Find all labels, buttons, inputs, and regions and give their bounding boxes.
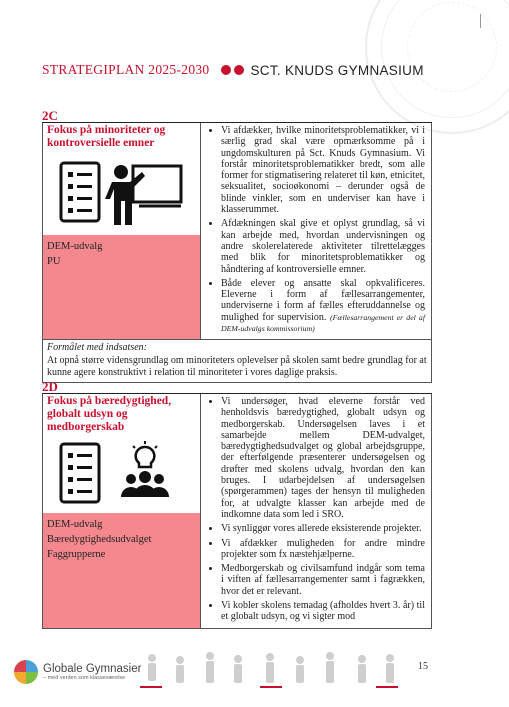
- owner-item: DEM-udvalg: [47, 519, 103, 530]
- students-illustration: [140, 648, 400, 692]
- list-item: • Vi afdækker muligheden for andre mindre projekter som fx næstehjælperne.: [221, 538, 425, 561]
- section-2c-left-column: [43, 123, 201, 339]
- section-2d-left-column: [43, 394, 201, 628]
- page-header: [42, 62, 482, 78]
- section-2c-bullets: [201, 123, 431, 339]
- school-name: SCT. KNUDS GYMNASIUM: [250, 62, 424, 78]
- team-idea-icon: [43, 435, 200, 513]
- section-2d: [42, 393, 432, 629]
- globe-icon: [14, 660, 38, 684]
- section-2d-bullets: [201, 394, 431, 628]
- section-2d-table: [42, 394, 432, 629]
- owner-item: PU: [47, 256, 61, 267]
- section-2d-owners: [43, 513, 200, 628]
- section-2c-purpose: [42, 340, 432, 383]
- list-item: • Vi afdækker, hvilke minoritetsproblematikker, vi i særlig grad skal være opmærksomme på i ungdomskulturen på Sct. Knuds Gymnasium. Vi forstår minoritetsproblematikker bredt, som alle former for stigmatisering relateret til køn, etnicitet, seksualitet, socioøkonomi – derunder også de blinde vinkler, som en underviser kan have i klasserummet.: [221, 125, 425, 215]
- bullet-note: (Fællesarrangement er del af DEM-udvalgs kommissorium): [221, 312, 425, 334]
- section-label-2d: 2D: [42, 379, 58, 394]
- purpose-label: Formålet med indsatsen:: [47, 342, 147, 354]
- list-item: • Medborgerskab og civilsamfund indgår som tema i viften af fællesarrangementer samt i fagrækken, hvor det er relevant.: [221, 563, 425, 597]
- strategy-plan-title: STRATEGIPLAN 2025-2030: [42, 62, 210, 77]
- list-item: • Vi synliggør vores allerede eksisterende projekter.: [221, 523, 425, 534]
- section-2c: [42, 122, 432, 383]
- section-label-2c: 2C: [42, 108, 58, 123]
- section-2c-owners: [43, 235, 200, 339]
- section-2c-title: Fokus på minoriteter og kontroversielle emner: [47, 124, 166, 149]
- owner-item: DEM-udvalg: [47, 241, 103, 252]
- owner-item: Bæredygtighedsudvalget: [47, 534, 152, 545]
- corner-mark: [480, 14, 481, 28]
- globale-gymnasier-logo: [14, 660, 141, 684]
- page-number: 15: [418, 661, 428, 672]
- logo-dots-icon: [221, 65, 244, 75]
- list-item: • Både elever og ansatte skal opkvalificeres. Eleverne i form af fællesarrangementer, underviserne i form af fælles efteruddannelse og mulighed for supervision. (Fællesarrangement er del af DEM-udvalgs kommissorium): [221, 278, 425, 334]
- owner-item: Faggrupperne: [47, 549, 106, 560]
- presentation-icon: [43, 151, 200, 235]
- purpose-text: At opnå større vidensgrundlag om minoriteters oplevelser på skolen samt bedre grundlag for at kunne agere konstruktivt i relation til minoriteter i vores daglige praksis.: [47, 354, 427, 379]
- list-item: • Vi undersøger, hvad eleverne forstår ved henholdsvis bæredygtighed, globalt udsyn og medborgerskab. Undersøgelsen laves i et samarbejde mellem DEM-udvalget, bæredygtighedsudvalget og global arbejdsgruppe, der efterfølgende præsenterer undersøgelsen og drøfter med skolens udvalg, hvordan den kan bruges. I udarbejdelsen af undersøgelsen (spørgerammen) tages der hensyn til muligheden for, at udvalgte klasser kan arbejde med de indkomne data som led i SRO.: [221, 396, 425, 520]
- section-2c-table: [42, 123, 432, 340]
- logo-main-text: Globale Gymnasier: [43, 663, 142, 675]
- list-item: • Afdækningen skal give et oplyst grundlag, så vi kan arbejde med, hvordan undervisningen og andre skolerelaterede aktiviteter tilrettelægges med blik for minoritetsproblematikker og håndtering af kontroversielle emner.: [221, 218, 425, 274]
- logo-sub-text: – med verden som klasseværelse: [43, 675, 126, 681]
- section-2d-title: Fokus på bæredygtighed, globalt udsyn og medborgerskab: [47, 395, 172, 433]
- list-item: • Vi kobler skolens temadag (afholdes hvert 3. år) til et globalt udsyn, og vi sigter mod: [221, 600, 425, 623]
